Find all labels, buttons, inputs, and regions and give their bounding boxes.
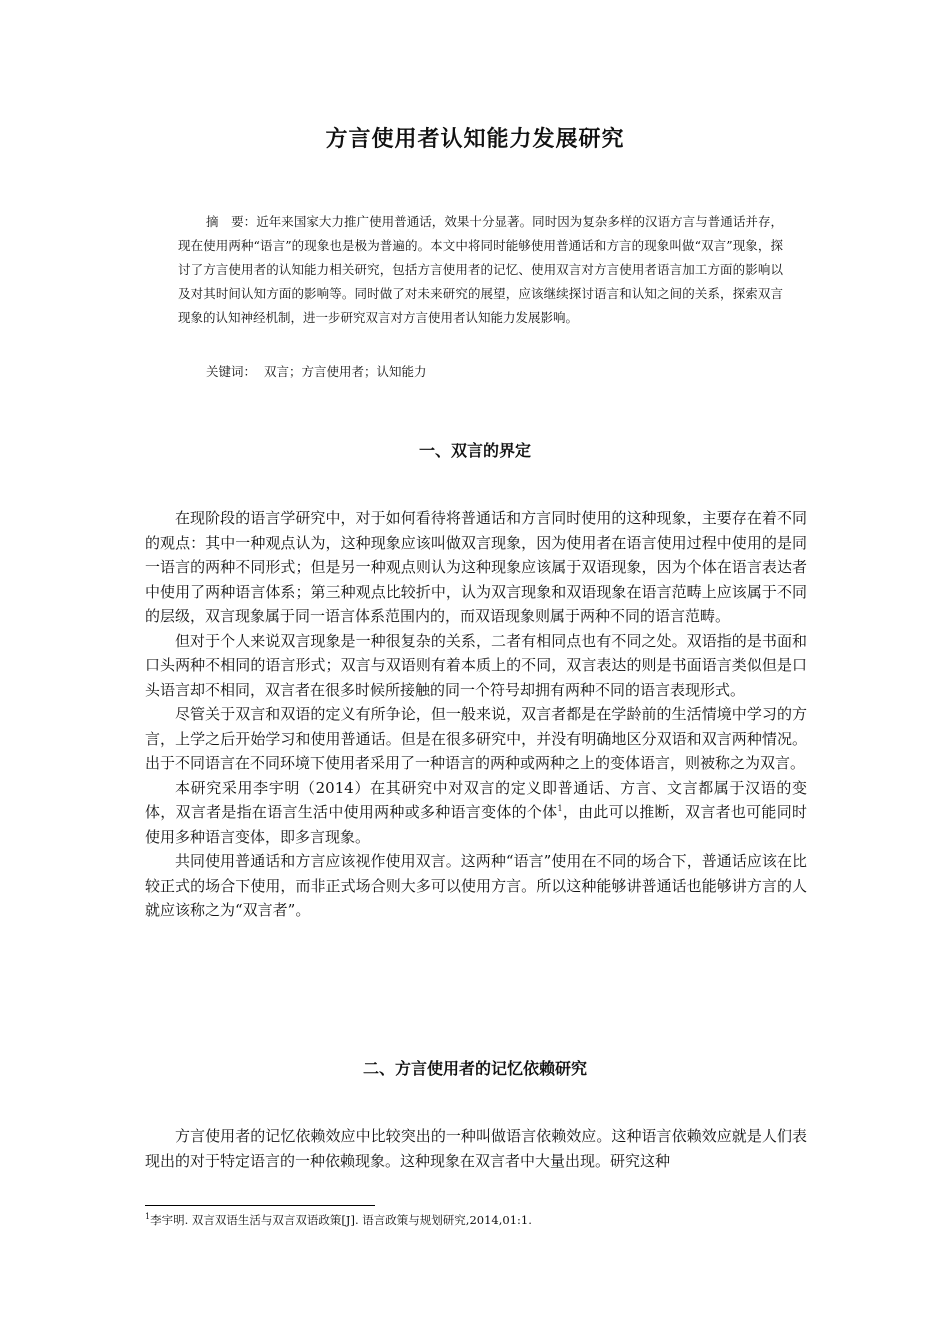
keywords-label: 关键词：	[206, 364, 257, 379]
footnote-ref: 1	[557, 804, 563, 813]
footnote	[145, 1212, 532, 1228]
paragraph	[145, 776, 807, 850]
footnote-text: 李宇明. 双言双语生活与双言双语政策[J]. 语言政策与规划研究,2014,01:1.	[150, 1213, 532, 1227]
section-1-heading: 一、双言的界定	[418, 441, 531, 460]
paragraph: 方言使用者的记忆依赖效应中比较突出的一种叫做语言依赖效应。这种语言依赖效应就是人们表现出的对于特定语言的一种依赖现象。这种现象在双言者中大量出现。研究这种	[145, 1127, 807, 1170]
abstract	[178, 210, 783, 330]
footnote-divider	[145, 1205, 375, 1206]
section-2-body	[145, 1124, 807, 1173]
paragraph: 在现阶段的语言学研究中，对于如何看待将普通话和方言同时使用的这种现象，主要存在着不同的观点：其中一种观点认为，这种现象应该叫做双言现象，因为使用者在语言使用过程中使用的是同一语言的两种不同形式；但是另一种观点则认为这种现象应该属于双语现象，因为个体在语言表达者中使用了两种语言体系；第三种观点比较折中，认为双言现象和双语现象在语言范畴上应该属于不同的层级，双言现象属于同一语言体系范围内的，而双语现象则属于两种不同的语言范畴。	[145, 509, 807, 625]
paragraph-text: 本研究采用李宇明（2014）在其研究中对双言的定义即普通话、方言、文言都属于汉语的变体，双言者是指在语言生活中使用两种或多种语言变体的个体	[145, 778, 807, 821]
section-1-body	[145, 506, 807, 923]
abstract-text: 近年来国家大力推广使用普通话，效果十分显著。同时因为复杂多样的汉语方言与普通话并存，现在使用两种“语言”的现象也是极为普遍的。本文中将同时能够使用普通话和方言的现象叫做“双言”现象，探讨了方言使用者的认知能力相关研究，包括方言使用者的记忆、使用双言对方言使用者语言加工方面的影响以及对其时间认知方面的影响等。同时做了对未来研究的展望，应该继续探讨语言和认知之间的关系，探索双言现象的认知神经机制，进一步研究双言对方言使用者认知能力发展影响。	[178, 214, 783, 325]
section-2-heading: 二、方言使用者的记忆依赖研究	[362, 1059, 587, 1078]
paragraph: 但对于个人来说双言现象是一种很复杂的关系，二者有相同点也有不同之处。双语指的是书面和口头两种不相同的语言形式；双言与双语则有着本质上的不同，双言表达的则是书面语言类似但是口头语言却不相同，双言者在很多时候所接触的同一个符号却拥有两种不同的语言表现形式。	[145, 631, 807, 699]
keywords	[206, 362, 426, 380]
abstract-label: 摘 要：	[206, 214, 257, 229]
paragraph-text: ，由此可以推断，双言者也可能同时使用多种语言变体，即多言现象。	[145, 803, 807, 846]
paragraph: 共同使用普通话和方言应该视作使用双言。这两种“语言”使用在不同的场合下，普通话应该在比较正式的场合下使用，而非正式场合则大多可以使用方言。所以这种能够讲普通话也能够讲方言的人就应该称之为“双言者”。	[145, 852, 807, 919]
keywords-text: 双言；方言使用者；认知能力	[263, 364, 427, 379]
paragraph: 尽管关于双言和双语的定义有所争论，但一般来说，双言者都是在学龄前的生活情境中学习的方言，上学之后开始学习和使用普通话。但是在很多研究中，并没有明确地区分双语和双言两种情况。出于不同语言在不同环境下使用者采用了一种语言的两种或两种之上的变体语言，则被称之为双言。	[145, 705, 807, 772]
footnote-marker: 1	[145, 1212, 151, 1222]
paper-title: 方言使用者认知能力发展研究	[325, 127, 625, 152]
